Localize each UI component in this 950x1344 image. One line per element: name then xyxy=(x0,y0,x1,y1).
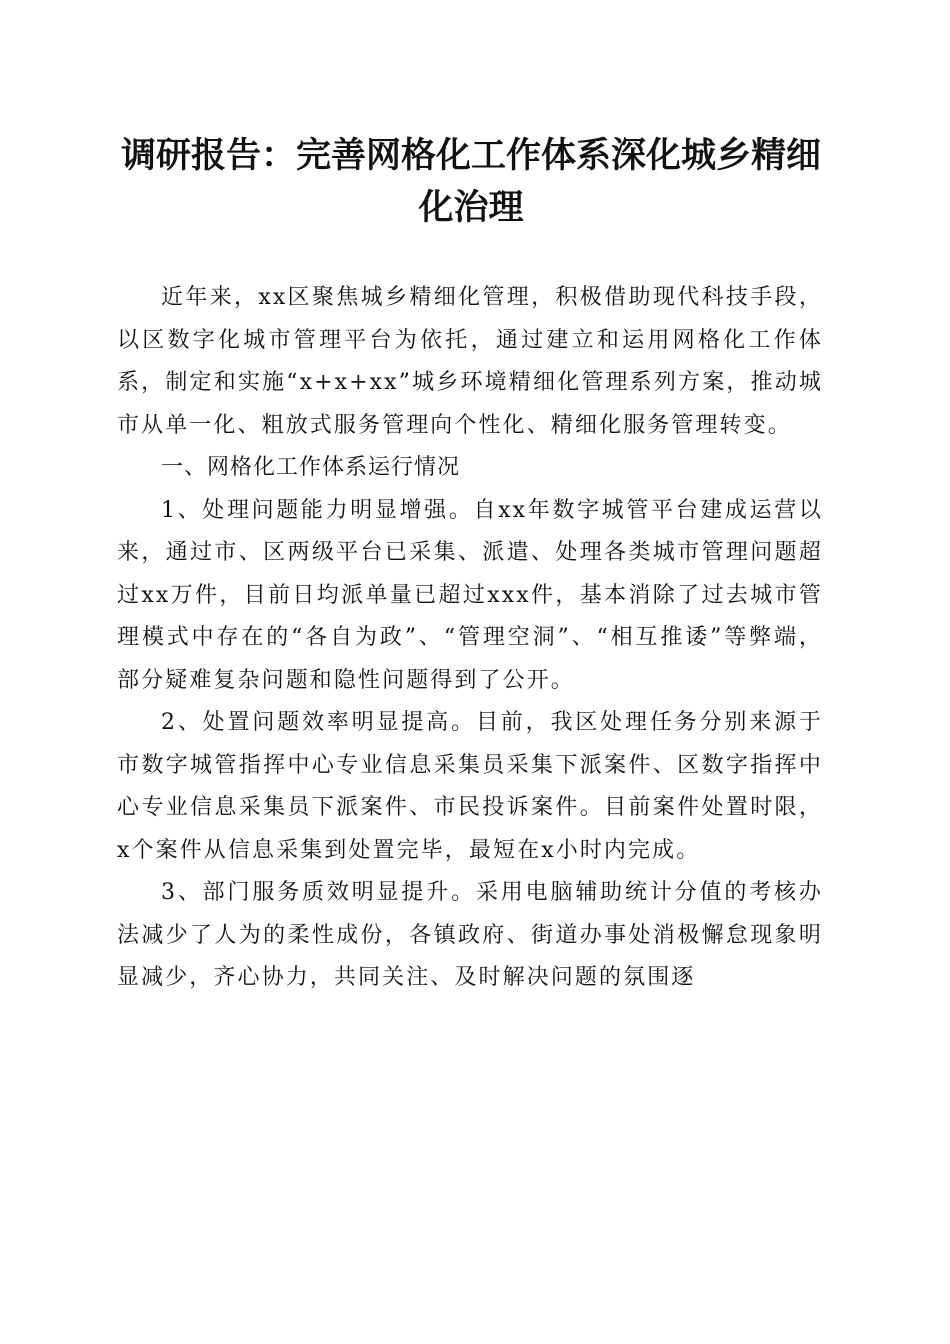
intro-paragraph: 近年来，xx区聚焦城乡精细化管理，积极借助现代科技手段，以区数字化城市管理平台为依托，通过建立和运用网格化工作体系，制定和实施“x+x+xx”城乡环境精细化管理系列方案，推动城市从单一化、粗放式服务管理向个性化、精细化服务管理转变。 xyxy=(117,285,823,438)
document-body xyxy=(117,277,823,1000)
document-title: 调研报告：完善网格化工作体系深化城乡精细化治理 xyxy=(120,136,821,228)
item-paragraph-2: 2、处置问题效率明显提高。目前，我区处理任务分别来源于市数字城管指挥中心专业信息采集员采集下派案件、区数字指挥中心专业信息采集员下派案件、市民投诉案件。目前案件处置时限，x个案件从信息采集到处置完毕，最短在x小时内完成。 xyxy=(117,710,823,863)
item-paragraph-3: 3、部门服务质效明显提升。采用电脑辅助统计分值的考核办法减少了人为的柔性成份，各镇政府、街道办事处消极懈怠现象明显减少，齐心协力，共同关注、及时解决问题的氛围逐 xyxy=(117,880,823,990)
section-heading: 一、网格化工作体系运行情况 xyxy=(161,455,461,480)
item-paragraph-1: 1、处理问题能力明显增强。自xx年数字城管平台建成运营以来，通过市、区两级平台已采集、派遣、处理各类城市管理问题超过xx万件，目前日均派单量已超过xxx件，基本消除了过去城市管理模式中存在的“各自为政”、“管理空洞”、“相互推诿”等弊端，部分疑难复杂问题和隐性问题得到了公开。 xyxy=(117,497,823,693)
